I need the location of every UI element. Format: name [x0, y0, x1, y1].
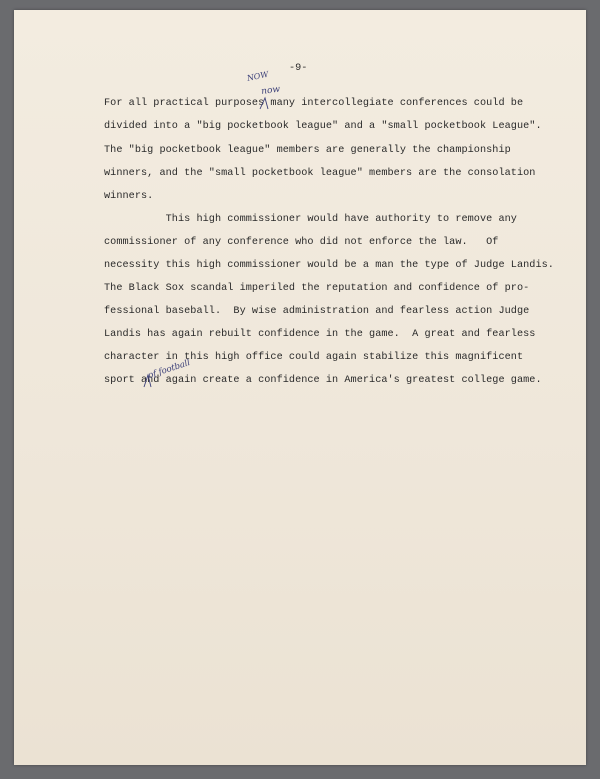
text-line: commissioner of any conference who did not enforce the law. Of	[104, 237, 499, 248]
text-line: sport and again create a confidence in America's greatest college game.	[104, 375, 542, 386]
insertion-caret-icon	[258, 96, 270, 110]
handwritten-insert-now-upper: NOW	[246, 69, 270, 83]
handwritten-insert-football: of football	[146, 357, 192, 381]
handwritten-insert-now: now	[260, 84, 281, 97]
text-line: For all practical purposes many intercollegiate conferences could be	[104, 98, 524, 109]
text-line: necessity this high commissioner would be a man the type of Judge Landis.	[104, 260, 554, 271]
text-line: fessional baseball. By wise administration and fearless action Judge	[104, 306, 530, 317]
text-line: This high commissioner would have authority to remove any	[104, 214, 517, 225]
page-number: -9-	[289, 63, 308, 74]
text-line: divided into a "big pocketbook league" and a "small pocketbook League".	[104, 121, 542, 132]
text-line: character in this high office could again stabilize this magnificent	[104, 352, 524, 363]
text-line: winners.	[104, 191, 154, 202]
text-line: The "big pocketbook league" members are generally the championship	[104, 145, 511, 156]
text-line: winners, and the "small pocketbook league" members are the consolation	[104, 168, 536, 179]
text-line: The Black Sox scandal imperiled the reputation and confidence of pro-	[104, 283, 530, 294]
text-line: Landis has again rebuilt confidence in the game. A great and fearless	[104, 329, 536, 340]
insertion-caret-icon	[141, 372, 153, 388]
